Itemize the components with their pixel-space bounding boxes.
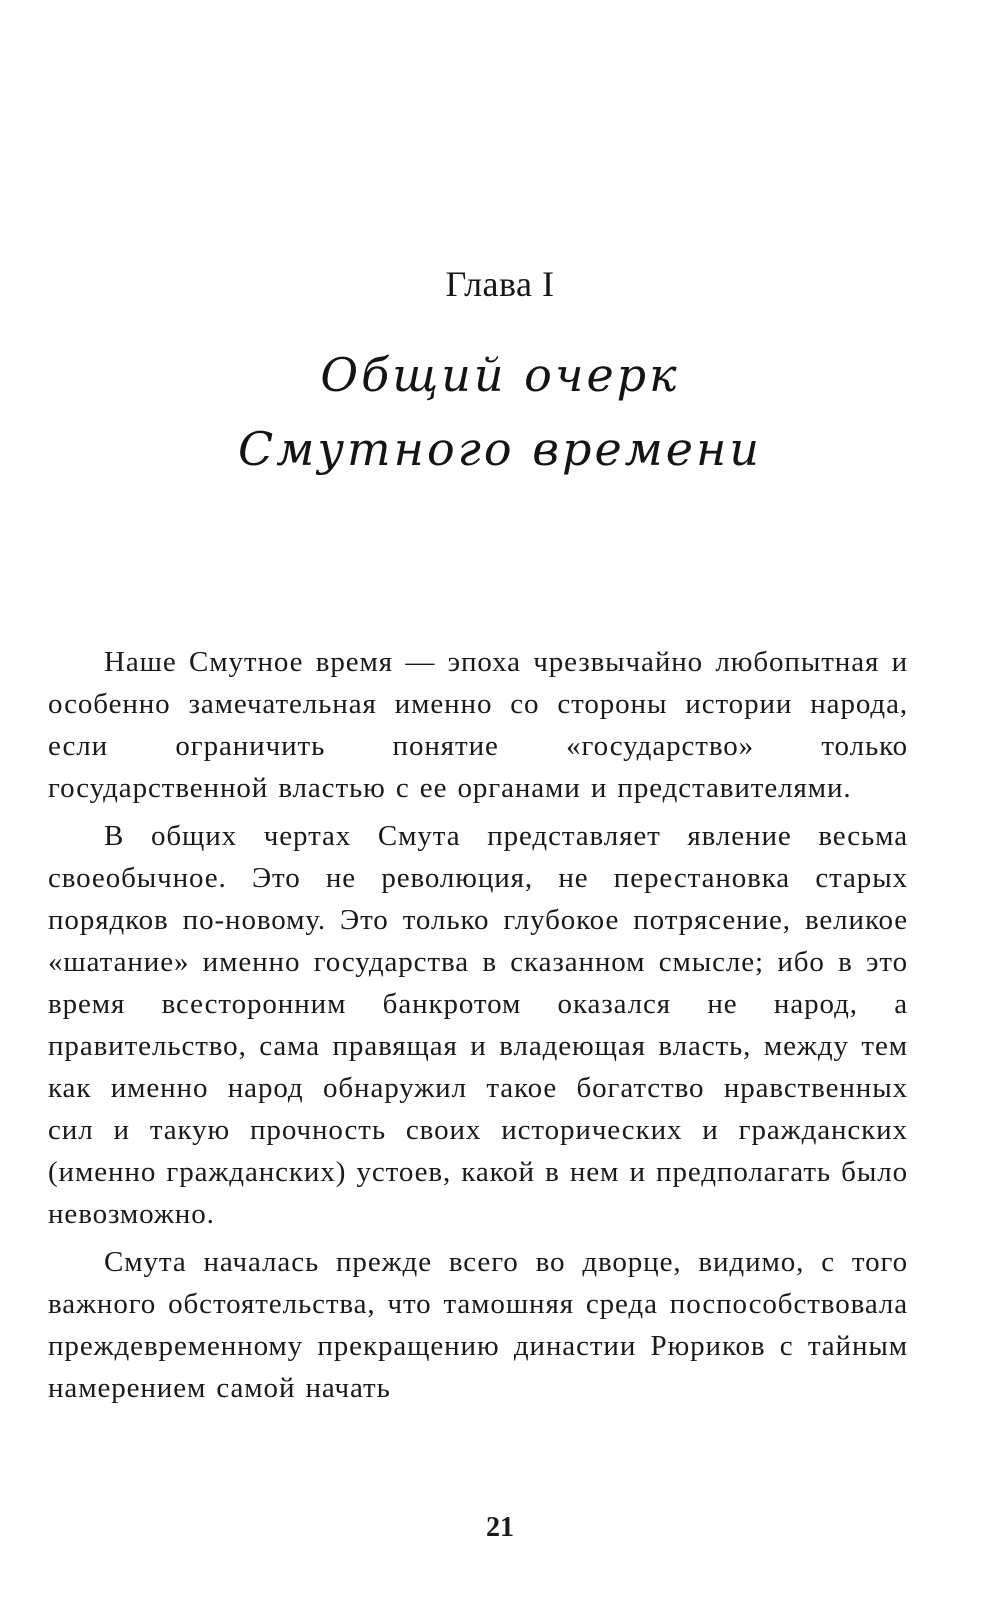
chapter-title-line-2: Смутного времени	[238, 422, 762, 476]
chapter-label: Глава I	[445, 264, 555, 304]
chapter-title	[0, 338, 1000, 486]
chapter-title-line-1: Общий очерк	[320, 348, 680, 402]
page-number: 21	[486, 1512, 514, 1543]
paragraph-2: В общих чертах Смута представляет явление весьма своеобычное. Это не революция, не перестановка старых порядков по-новому. Это только глубокое потрясение, великое «шатание» именно государства в сказанном смысле; ибо в это время всесторонним банкротом оказался не народ, а правительство, сама правящая и владеющая власть, между тем как именно народ обнаружил такое богатство нравственных сил и такую прочность своих исторических и гражданских (именно гражданских) устоев, какой в нем и предполагать было невозможно.	[48, 820, 908, 1230]
paragraph-1: Наше Смутное время — эпоха чрезвычайно любопытная и особенно замечательная именно со стороны истории народа, если ограничить понятие «государство» только государственной властью с ее органами и представителями.	[48, 646, 908, 804]
paragraph-3: Смута началась прежде всего во дворце, видимо, с того важного обстоятельства, что тамошняя среда поспособствовала преждевременному прекращению династии Рюриков с тайным намерением самой начать	[48, 1246, 908, 1404]
body-text	[48, 641, 908, 1415]
